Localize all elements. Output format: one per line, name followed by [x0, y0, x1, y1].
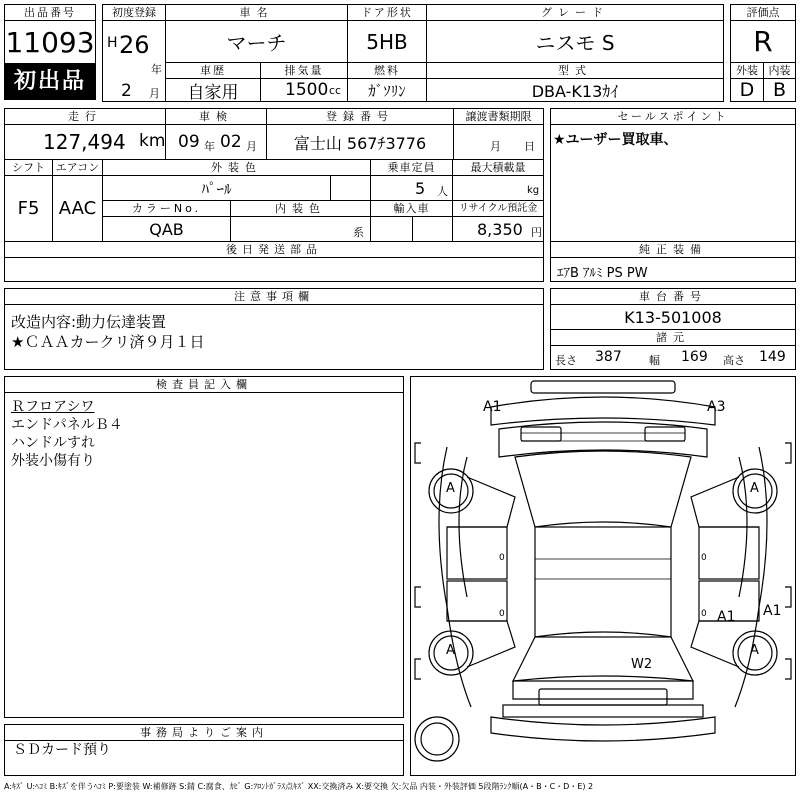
inspector-line-3: ハンドルすれ: [11, 435, 95, 451]
mark-a-right-front-wheel: A: [750, 481, 759, 496]
exterior-color: ﾊﾟｰﾙ: [102, 175, 331, 201]
displacement-cell: [260, 78, 348, 102]
inspector-cell: [4, 392, 404, 718]
import-cell-a: [370, 216, 413, 242]
ac-header: エアコン: [52, 159, 103, 176]
score: R: [730, 20, 796, 63]
transfer-day-unit: 日: [524, 140, 535, 153]
office-text: ＳＤカード預り: [13, 742, 111, 758]
interior-score: B: [763, 78, 796, 102]
recycle-unit: 円: [531, 226, 542, 239]
car-name-header: 車名: [165, 4, 348, 21]
office-header: 事務局よりご案内: [4, 724, 404, 741]
mark-a3-front-right: A3: [707, 399, 726, 415]
office-cell: [4, 740, 404, 776]
capacity: 5: [415, 179, 426, 198]
later-parts-cell: [4, 257, 544, 282]
notes-line-1: 改造内容:動力伝達装置: [11, 313, 167, 331]
sales-point-cell: [550, 124, 796, 242]
chassis-number: K13-501008: [550, 304, 796, 330]
year-unit: 年: [151, 63, 162, 76]
capacity-cell: [370, 175, 453, 201]
fuel-header: 燃料: [347, 62, 427, 79]
exterior-color-sub-cell: [330, 175, 371, 201]
recycle-cell: [452, 216, 544, 242]
width-label: 幅: [649, 354, 660, 367]
displacement: 1500: [285, 80, 329, 100]
lot-number: 11093: [4, 20, 96, 64]
inspector-line-4: 外装小傷有り: [11, 453, 95, 469]
score-header: 評価点: [730, 4, 796, 21]
interior-score-header: 内装: [763, 62, 796, 79]
door-header: ドア形状: [347, 4, 427, 21]
mileage-unit: km: [139, 131, 166, 151]
first-listing-badge: 初出品: [4, 64, 96, 100]
capacity-unit: 人: [437, 185, 448, 198]
car-name: マーチ: [165, 20, 348, 63]
import-header: 輸入車: [370, 200, 453, 217]
mark-zero-right-front-door: 0: [701, 553, 707, 563]
first-registration-header: 初度登録: [102, 4, 166, 21]
inspection-month: 02: [220, 132, 242, 152]
lot-number-header: 出品番号: [4, 4, 96, 21]
shift: F5: [4, 175, 53, 242]
notes-line-2: ★ＣＡＡカークリ済９月１日: [11, 333, 205, 351]
grade: ニスモ S: [426, 20, 724, 63]
mark-w2-rear-glass: W2: [631, 657, 653, 672]
shift-header: シフト: [4, 159, 53, 176]
width: 169: [681, 349, 708, 365]
chassis-header: 車台番号: [550, 288, 796, 305]
grade-header: グレード: [426, 4, 724, 21]
height: 149: [759, 349, 786, 365]
color-no-header: カラーNo.: [102, 200, 231, 217]
month-unit: 月: [149, 87, 160, 100]
inspector-line-2: エンドパネルＢ４: [11, 417, 123, 433]
recycle-header: リサイクル預託金: [452, 200, 544, 217]
max-load-header: 最大積載量: [452, 159, 544, 176]
legend: A:ｷｽﾞ U:ﾍｺﾐ B:ｷｽﾞを伴うﾍｺﾐ P:要塗装 W:補修跡 S:錆 C:腐食、ｶﾋﾞ G:ﾌﾛﾝﾄｶﾞﾗｽ点ｷｽﾞ XX:交換済み X:要交換 欠:欠品 内装・外装評価 5段階ﾗﾝｸ順(A・B・C・D・E) 2: [4, 782, 594, 791]
interior-color-cell: [230, 216, 371, 242]
equipment: ｴｱB ｱﾙﾐ PS PW: [557, 266, 648, 281]
first-reg-month: 2: [121, 81, 132, 101]
mark-a-left-rear-wheel: A: [446, 643, 455, 658]
history: 自家用: [165, 78, 261, 102]
first-reg-year: 26: [119, 31, 150, 59]
transfer-deadline-header: 譲渡書類期限: [453, 108, 544, 125]
import-cell-b: [412, 216, 453, 242]
fuel: ｶﾞｿﾘﾝ: [347, 78, 427, 102]
car-diagram: [410, 376, 796, 776]
equipment-header: 純正装備: [550, 241, 796, 258]
inspection-header: 車検: [165, 108, 267, 125]
max-load-unit: kg: [527, 185, 540, 196]
notes-cell: [4, 304, 544, 370]
door-type: 5HB: [347, 20, 427, 63]
mark-zero-right-rear-door: 0: [701, 609, 707, 619]
transfer-deadline-cell: [453, 124, 544, 160]
length-label: 長さ: [555, 354, 577, 367]
mileage-header: 走行: [4, 108, 166, 125]
notes-header: 注意事項欄: [4, 288, 544, 305]
inspection-year: 09: [178, 132, 200, 152]
era: H: [107, 35, 118, 51]
specs-header: 諸元: [550, 329, 796, 346]
model-code: DBA-K13ｶｲ: [426, 78, 724, 102]
history-header: 車歴: [165, 62, 261, 79]
mark-a-left-front-wheel: A: [446, 481, 455, 496]
sales-point-header: セールスポイント: [550, 108, 796, 125]
length: 387: [595, 349, 622, 365]
exterior-score-header: 外装: [730, 62, 764, 79]
inspector-line-1: Ｒフロアシワ: [11, 399, 95, 415]
mark-a1-rear-right-door: A1: [717, 609, 736, 625]
later-parts-header: 後日発送部品: [4, 241, 544, 258]
sales-point-text: ★ユーザー買取車、: [553, 132, 678, 148]
transfer-month-unit: 月: [490, 140, 501, 153]
max-load-cell: [452, 175, 544, 201]
interior-color-header: 内装色: [230, 200, 371, 217]
displacement-unit: cc: [329, 84, 342, 97]
mileage: 127,494: [43, 130, 126, 154]
mark-zero-left-rear-door: 0: [499, 609, 505, 619]
equipment-cell: [550, 257, 796, 282]
exterior-score: D: [730, 78, 764, 102]
interior-color-suffix: 系: [353, 226, 364, 239]
mark-zero-left-front-door: 0: [499, 553, 505, 563]
model-header: 型式: [426, 62, 724, 79]
mark-a-right-rear-wheel: A: [750, 643, 759, 658]
inspector-header: 検査員記入欄: [4, 376, 404, 393]
specs-cell: [550, 345, 796, 370]
displacement-header: 排気量: [260, 62, 348, 79]
mark-a1-front-left: A1: [483, 399, 502, 415]
height-label: 高さ: [723, 354, 745, 367]
ac: AAC: [52, 175, 103, 242]
recycle-fee: 8,350: [477, 220, 523, 239]
capacity-header: 乗車定員: [370, 159, 453, 176]
inspection-month-unit: 月: [246, 140, 257, 153]
mileage-cell: [4, 124, 166, 160]
exterior-color-header: 外装色: [102, 159, 371, 176]
color-no: QAB: [102, 216, 231, 242]
plate-number: 富士山 567ﾁ3776: [266, 124, 454, 160]
first-registration-cell: [102, 20, 166, 102]
plate-header: 登録番号: [266, 108, 454, 125]
inspection-cell: [165, 124, 267, 160]
mark-a1-right-quarter: A1: [763, 603, 782, 619]
inspection-year-unit: 年: [204, 140, 215, 153]
